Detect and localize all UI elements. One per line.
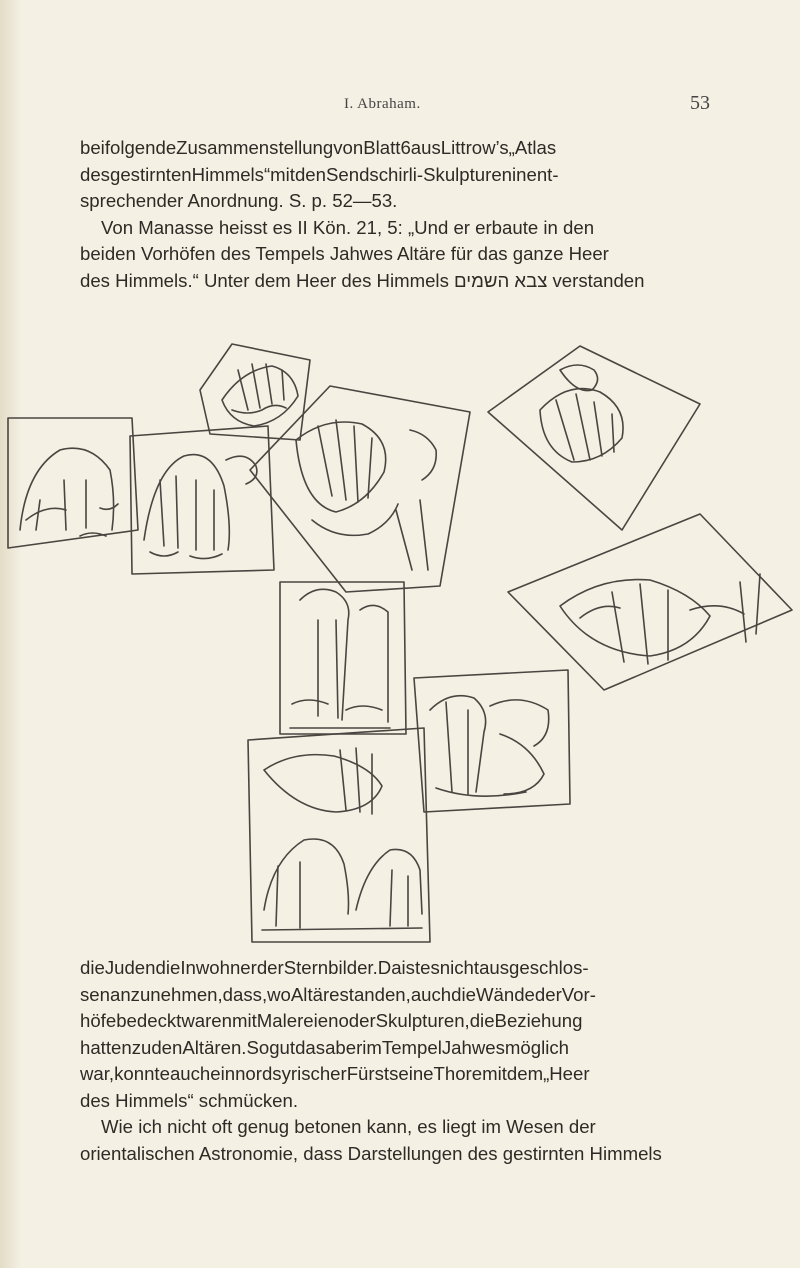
text-bottom [80,955,710,1167]
text-line: hattenzudenAltären.SogutdasaberimTempelJahwesmöglich [80,1036,569,1058]
text-line: des Himmels“ schmücken. [80,1089,299,1111]
relief-panel-top-right [488,346,700,530]
text-line: Von Manasse heisst es II Kön. 21, 5: „Und er erbaute in den [101,216,595,238]
relief-panel-lower-left [248,728,430,942]
running-header [80,94,710,118]
relief-panel-left [8,418,138,548]
text-line: beifolgendeZusammenstellungvonBlatt6ausLittrow’s„Atlas [80,137,557,158]
header-author: I. Abraham. [344,96,421,112]
relief-panel-right [508,514,792,690]
text-line: war,konnteaucheinnordsyrischerFürstseineThoremitdem„Heer [80,1063,590,1084]
relief-panel-top-left [200,344,310,440]
text-top [80,135,710,294]
text-line: dieJudendieInwohnerderSternbilder.Daistesnichtausgeschlos- [80,957,589,978]
text-line: orientalischen Astronomie, dass Darstellungen des gestirnten Himmels [80,1142,662,1164]
text-line: des Himmels.“ Unter dem Heer des Himmels צבא השמים verstanden [80,269,645,291]
text-line: sprechender Anordnung. S. p. 52—53. [80,190,398,211]
text-line: Wie ich nicht oft genug betonen kann, es liegt im Wesen der [101,1116,596,1137]
relief-panel-center-top [250,386,470,592]
text-line: beiden Vorhöfen des Tempels Jahwes Altäre für das ganze Heer [80,243,609,264]
page-number: 53 [690,92,710,114]
text-line: senanzunehmen,dass,woAltärestanden,auchdieWändederVor- [80,983,596,1005]
relief-sketch-figure [0,330,800,950]
relief-panel-left-2 [130,426,274,574]
relief-panel-center-middle [280,582,406,734]
text-line: höfebedecktwarenmitMalereienoderSkulpturen,dieBeziehung [80,1010,583,1031]
text-line: desgestirntenHimmels“mitdenSendschirli-Skulptureninent- [80,163,559,185]
relief-panel-lower-right [414,670,570,812]
